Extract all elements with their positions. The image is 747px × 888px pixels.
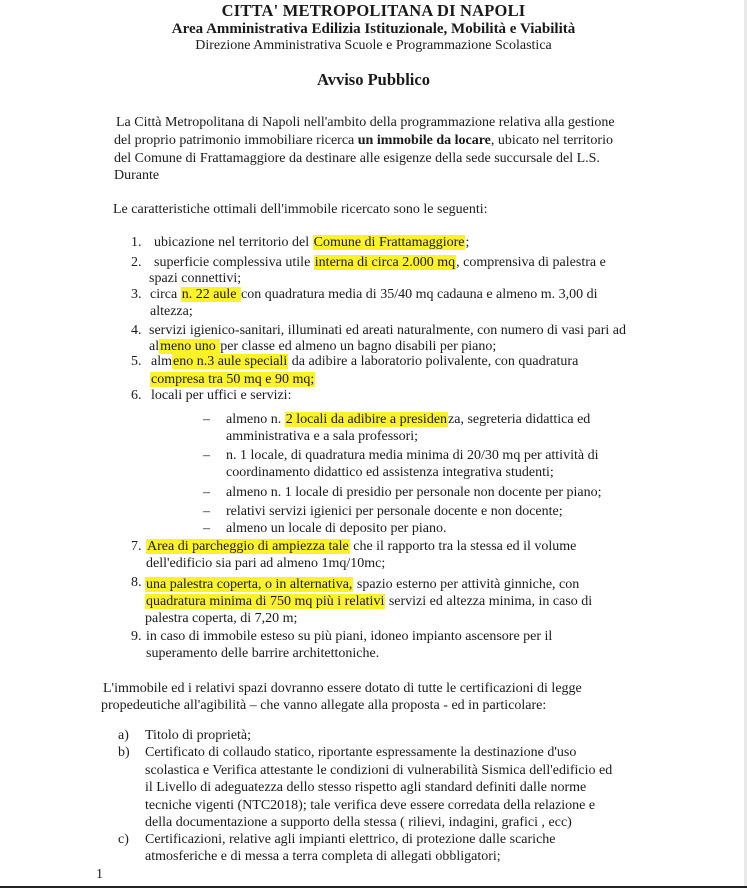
dash-bullet: –: [203, 504, 210, 519]
letter-item-b: Certificato di collaudo statico, riportante espressamente la destinazione d'uso: [145, 745, 577, 760]
dash-bullet: –: [203, 485, 210, 500]
list-item-number: 6.: [131, 388, 142, 403]
dash-bullet: –: [203, 521, 210, 536]
list-item-number: 5.: [131, 354, 142, 369]
sub-item-2: n. 1 locale, di quadratura media minima di 20/30 mq per attività di: [226, 448, 599, 463]
list-item-3-cont: altezza;: [150, 304, 193, 319]
highlight: quadratura minima di 750 mq più i relativi: [146, 594, 385, 609]
intro-line-4: Durante: [114, 168, 160, 183]
cert-line-2: propedeutiche all'agibilità – che vanno allegate alla proposta - ed in particolare:: [101, 698, 547, 713]
highlight: 2 locali da adibire a presiden: [285, 412, 448, 427]
list-item-6: locali per uffici e servizi:: [151, 388, 292, 403]
letter-mark: b): [118, 745, 130, 760]
intro-line-3: del Comune di Frattamaggiore da destinare alle esigenze della sede succursale del L.S.: [114, 151, 600, 166]
highlight: interna di circa 2.000 mq: [314, 255, 456, 270]
list-item-number: 2.: [131, 255, 142, 270]
highlight: Area di parcheggio di ampiezza tale: [147, 539, 349, 554]
page-number: 1: [96, 867, 103, 882]
sub-item-4: relativi servizi igienici per personale docente e non docente;: [226, 504, 563, 519]
letter-mark: a): [118, 728, 129, 743]
highlight: Comune di Frattamaggiore: [313, 235, 465, 250]
letter-item-b-cont: della documentazione a supporto della stessa ( rilievi, indagini, grafici , ecc): [145, 815, 572, 830]
sub-item-3: almeno n. 1 locale di presidio per personale non docente per piano;: [226, 485, 602, 500]
list-item-number: 3.: [131, 287, 142, 302]
highlight: meno uno: [160, 339, 220, 354]
intro-line-2: del proprio patrimonio immobiliare ricerca un immobile da locare, ubicato nel territorio: [114, 133, 613, 148]
list-item-4: servizi igienico-sanitari, illuminati ed areati naturalmente, con numero di vasi pari ad: [149, 323, 626, 338]
header-direction: Direzione Amministrativa Scuole e Programmazione Scolastica: [195, 38, 552, 53]
list-item-number: 8.: [131, 575, 142, 590]
dash-bullet: –: [203, 412, 210, 427]
header-area: Area Amministrativa Edilizia Istituzionale, Mobilità e Viabilità: [171, 21, 576, 37]
document-title: Avviso Pubblico: [317, 70, 430, 89]
intro-bold-phrase: un immobile da locare: [357, 133, 491, 148]
list-item-7-cont: dell'edificio sia pari ad almeno 1mq/10mc;: [146, 556, 386, 571]
list-item-8: una palestra coperta, o in alternativa, spazio esterno per attività ginniche, con: [146, 577, 580, 592]
list-item-9: in caso di immobile esteso su più piani, idoneo impianto ascensore per il: [146, 629, 553, 644]
list-item-1: ubicazione nel territorio del Comune di Frattamaggiore;: [154, 235, 470, 250]
list-item-9-cont: superamento delle barrire architettoniche.: [146, 646, 380, 661]
list-item-8-cont-2: palestra coperta, di 7,20 m;: [145, 611, 298, 626]
list-item-number: 4.: [131, 323, 142, 338]
cert-line-1: L'immobile ed i relativi spazi dovranno essere dotato di tutte le certificazioni di legge: [103, 681, 582, 696]
list-item-8-cont: quadratura minima di 750 mq più i relativi servizi ed altezza minima, in caso di: [146, 594, 593, 609]
dash-bullet: –: [203, 448, 210, 463]
letter-item-a: Titolo di proprietà;: [145, 728, 252, 743]
letter-item-c: Certificazioni, relative agli impianti elettrico, di protezione dalle scariche: [145, 832, 556, 847]
list-item-2: superficie complessiva utile interna di circa 2.000 mq, comprensiva di palestra e: [154, 255, 606, 270]
list-item-2-cont: spazi connettivi;: [149, 271, 242, 286]
letter-item-c-cont: atmosferiche e di messa a terra completa di allegati obbligatori;: [145, 849, 501, 864]
highlight: n. 22 aule: [181, 287, 241, 302]
letter-item-b-cont: scolastica e Verifica attestante le condizioni di vulnerabilità Sismica dell'edificio ed: [145, 763, 613, 778]
list-item-7: Area di parcheggio di ampiezza tale che il rapporto tra la stessa ed il volume: [147, 539, 577, 554]
highlight: eno n.3 aule speciali: [173, 354, 288, 369]
features-intro: Le caratteristiche ottimali dell'immobile ricercato sono le seguenti:: [113, 202, 488, 217]
letter-item-b-cont: il Livello di adeguatezza dello stesso rispetto agli standard definiti dalle norme: [145, 780, 587, 795]
sub-item-2-cont: coordinamento didattico ed assistenza integrativa studenti;: [226, 465, 554, 480]
list-item-number: 1.: [131, 235, 142, 250]
letter-mark: c): [118, 832, 129, 847]
letter-item-b-cont: tecniche vigenti (NTC2018); tale verifica deve essere corredata della relazione e: [145, 798, 596, 813]
sub-item-1: almeno n. 2 locali da adibire a presidenza, segreteria didattica ed: [226, 412, 591, 427]
highlight: una palestra coperta, o in alternativa,: [146, 577, 353, 592]
list-item-5: almeno n.3 aule speciali da adibire a laboratorio polivalente, con quadratura: [151, 354, 579, 369]
header-authority: CITTA' METROPOLITANA DI NAPOLI: [221, 1, 526, 20]
list-item-number: 7.: [131, 539, 142, 554]
list-item-number: 9.: [131, 629, 142, 644]
intro-line-1: La Città Metropolitana di Napoli nell'ambito della programmazione relativa alla gestione: [116, 115, 615, 130]
sub-item-1-cont: amministrativa e a sala professori;: [226, 429, 419, 444]
sub-item-5: almeno un locale di deposito per piano.: [226, 521, 447, 536]
list-item-3: circa n. 22 aule con quadratura media di 35/40 mq cadauna e almeno m. 3,00 di: [150, 287, 598, 302]
list-item-4-cont: almeno uno per classe ed almeno un bagno disabili per piano;: [149, 339, 497, 354]
highlight: compresa tra 50 mq e 90 mq;: [151, 372, 315, 387]
